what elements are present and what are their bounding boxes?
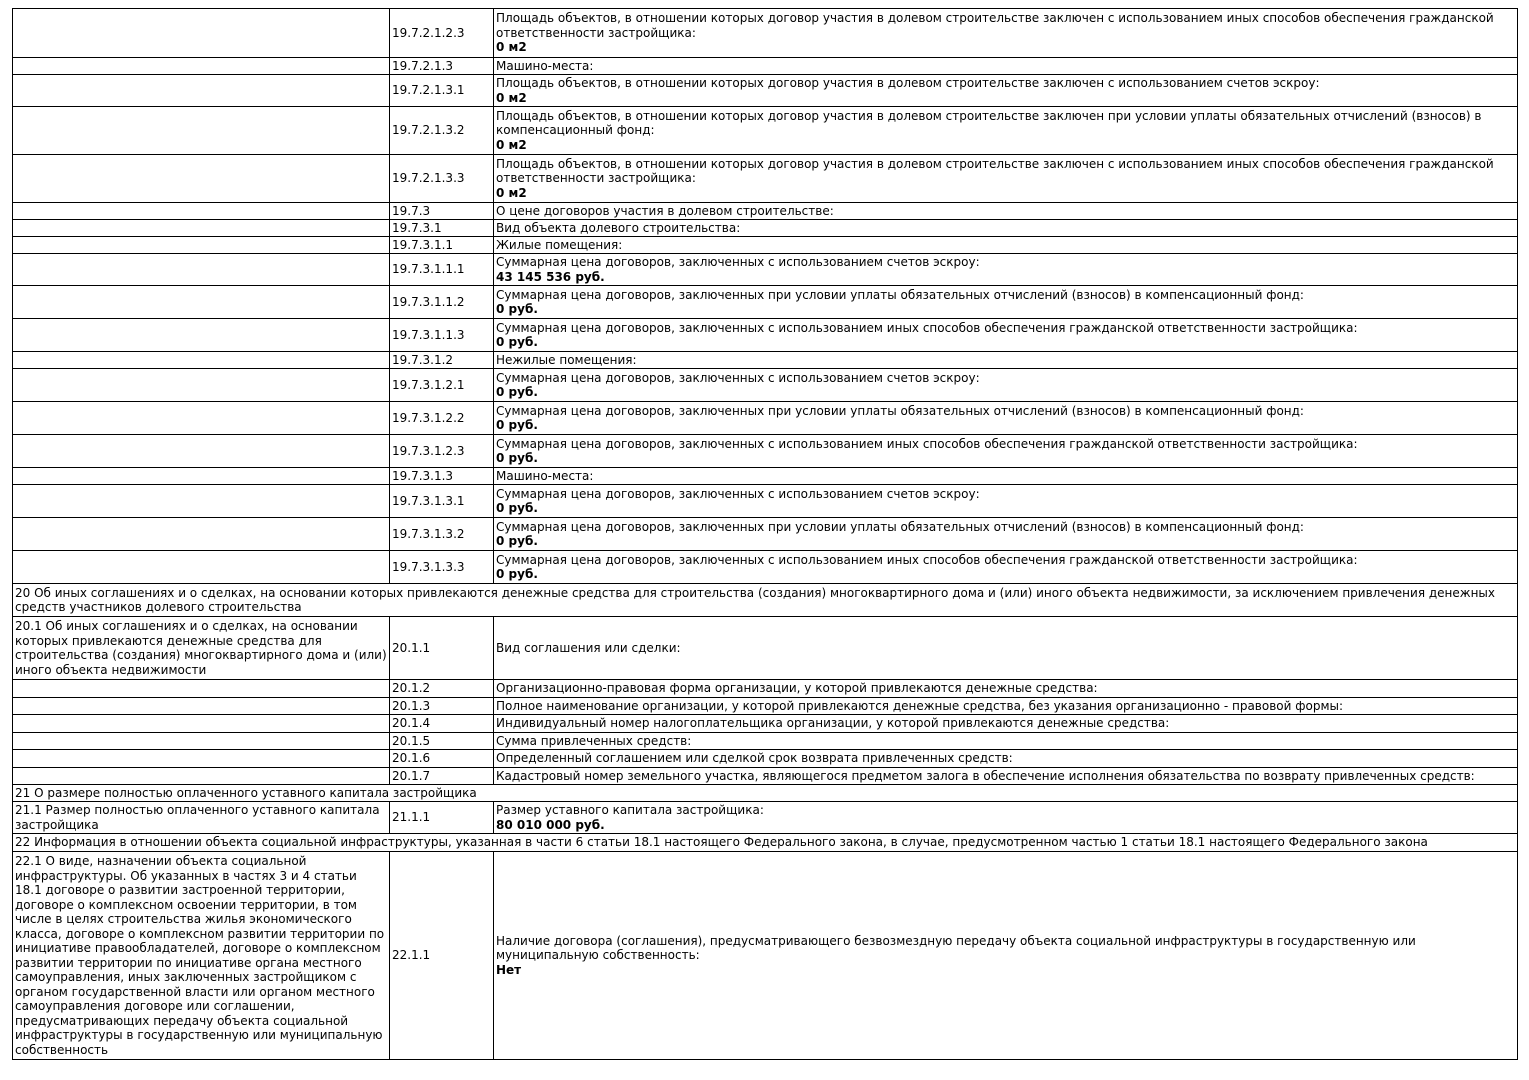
table-row: [13, 203, 1518, 220]
item-text: Вид соглашения или сделки:: [494, 617, 1518, 680]
item-code: 19.7.3: [390, 203, 494, 220]
item-value: 0 м2: [496, 137, 527, 152]
table-row: [13, 254, 1518, 286]
item-code: 19.7.3.1.3.3: [390, 551, 494, 584]
table-row: [13, 617, 1518, 680]
item-value: 0 руб.: [496, 567, 538, 581]
item-text: Полное наименование организации, у которой привлекаются денежные средства, без указания организационно - правовой формы:: [494, 698, 1518, 715]
item-text: О цене договоров участия в долевом строительстве:: [494, 203, 1518, 220]
item-description: [494, 551, 1518, 584]
item-text: Кадастровый номер земельного участка, являющегося предметом залога в обеспечение исполнения обязательства по возврату привлеченных средств:: [494, 768, 1518, 785]
empty-cell: [13, 203, 390, 220]
table-row: [13, 715, 1518, 733]
item-code: 20.1.6: [390, 750, 494, 768]
empty-cell: [13, 750, 390, 768]
item-description: [494, 485, 1518, 518]
empty-cell: [13, 518, 390, 551]
item-text: Наличие договора (соглашения), предусматривающего безвозмездную передачу объекта социальной инфраструктуры в государственную или муниципальную собственность:: [496, 933, 1416, 963]
item-value: 43 145 536 руб.: [496, 269, 605, 284]
item-text: Суммарная цена договоров, заключенных с использованием счетов эскроу:: [496, 486, 980, 501]
item-code: 19.7.3.1: [390, 220, 494, 237]
item-text: Суммарная цена договоров, заключенных при условии уплаты обязательных отчислений (взносов) в компенсационный фонд:: [496, 287, 1304, 302]
item-text: Суммарная цена договоров, заключенных с использованием счетов эскроу:: [496, 370, 980, 385]
empty-cell: [13, 485, 390, 518]
item-code: 20.1.3: [390, 698, 494, 715]
table-row: [13, 485, 1518, 518]
empty-cell: [13, 715, 390, 733]
item-code: 20.1.2: [390, 680, 494, 698]
table-row: [13, 852, 1518, 1060]
item-code: 19.7.3.1.1: [390, 237, 494, 254]
section-header-row: [13, 834, 1518, 852]
item-text: Суммарная цена договоров, заключенных с использованием иных способов обеспечения гражданской ответственности застройщика:: [496, 320, 1358, 335]
item-code: 19.7.3.1.2.2: [390, 402, 494, 435]
empty-cell: [13, 237, 390, 254]
item-text: Площадь объектов, в отношении которых договор участия в долевом строительстве заключен с использованием счетов эскроу:: [496, 76, 1320, 90]
table-row: [13, 286, 1518, 319]
empty-cell: [13, 107, 390, 155]
item-text: Организационно-правовая форма организации, у которой привлекаются денежные средства:: [494, 680, 1518, 698]
item-value: 0 руб.: [496, 302, 538, 316]
section-20-header: 20 Об иных соглашениях и о сделках, на основании которых привлекаются денежные средства для строительства (создания) многоквартирного дома и (или) иного объекта недвижимости, за исключением привлечения денежных средств участников долевого строительства: [13, 584, 1518, 617]
empty-cell: [13, 58, 390, 75]
item-text: Нежилые помещения:: [494, 352, 1518, 369]
table-row: [13, 551, 1518, 584]
table-row: [13, 107, 1518, 155]
table-row: [13, 319, 1518, 352]
item-code: 19.7.3.1.1.1: [390, 254, 494, 286]
item-text: Площадь объектов, в отношении которых договор участия в долевом строительстве заключен с использованием иных способов обеспечения гражданской ответственности застройщика:: [496, 11, 1494, 40]
table-row: [13, 9, 1518, 58]
item-value: Нет: [496, 962, 522, 977]
item-value: 80 010 000 руб.: [496, 817, 605, 832]
item-value: 0 м2: [496, 185, 527, 200]
item-value: 0 руб.: [496, 534, 538, 548]
empty-cell: [13, 435, 390, 468]
empty-cell: [13, 698, 390, 715]
item-value: 0 руб.: [496, 385, 538, 399]
section-header-row: [13, 785, 1518, 802]
empty-cell: [13, 733, 390, 750]
table-row: [13, 680, 1518, 698]
section-header-row: [13, 584, 1518, 617]
table-row: [13, 369, 1518, 402]
item-value: 0 руб.: [496, 451, 538, 465]
item-code: 19.7.3.1.3.2: [390, 518, 494, 551]
subsection-20-1-title: 20.1 Об иных соглашениях и о сделках, на основании которых привлекаются денежные средства для строительства (создания) многоквартирного дома и (или) иного объекта недвижимости: [13, 617, 390, 680]
item-text: Индивидуальный номер налогоплательщика организации, у которой привлекаются денежные средства:: [494, 715, 1518, 733]
section-21-header: 21 О размере полностью оплаченного уставного капитала застройщика: [13, 785, 1518, 802]
item-text: Жилые помещения:: [494, 237, 1518, 254]
item-text: Сумма привлеченных средств:: [494, 733, 1518, 750]
table-row: [13, 237, 1518, 254]
item-code: 19.7.3.1.2.1: [390, 369, 494, 402]
item-text: Площадь объектов, в отношении которых договор участия в долевом строительстве заключен с использованием иных способов обеспечения гражданской ответственности застройщика:: [496, 156, 1494, 186]
item-description: [494, 802, 1518, 834]
item-description: [494, 319, 1518, 352]
table-row: [13, 802, 1518, 834]
item-code: 20.1.4: [390, 715, 494, 733]
empty-cell: [13, 9, 390, 58]
item-code: 19.7.3.1.2.3: [390, 435, 494, 468]
table-row: [13, 698, 1518, 715]
item-text: Суммарная цена договоров, заключенных с использованием иных способов обеспечения гражданской ответственности застройщика:: [496, 552, 1358, 567]
item-code: 19.7.3.1.1.3: [390, 319, 494, 352]
item-code: 19.7.2.1.2.3: [390, 9, 494, 58]
item-code: 20.1.7: [390, 768, 494, 785]
item-code: 20.1.1: [390, 617, 494, 680]
item-description: [494, 435, 1518, 468]
empty-cell: [13, 352, 390, 369]
item-code: 20.1.5: [390, 733, 494, 750]
item-code: 19.7.3.1.3: [390, 468, 494, 485]
empty-cell: [13, 75, 390, 107]
item-code: 22.1.1: [390, 852, 494, 1060]
section-22-header: 22 Информация в отношении объекта социальной инфраструктуры, указанная в части 6 статьи 18.1 настоящего Федерального закона, в случае, предусмотренном частью 1 статьи 18.1 настоящего Федерального закона: [13, 834, 1518, 852]
empty-cell: [13, 468, 390, 485]
empty-cell: [13, 319, 390, 352]
item-text: Суммарная цена договоров, заключенных с использованием счетов эскроу:: [496, 255, 980, 269]
empty-cell: [13, 680, 390, 698]
item-code: 21.1.1: [390, 802, 494, 834]
table-row: [13, 435, 1518, 468]
item-description: [494, 155, 1518, 203]
item-value: 0 м2: [496, 90, 527, 105]
item-description: [494, 402, 1518, 435]
item-code: 19.7.2.1.3.1: [390, 75, 494, 107]
item-code: 19.7.2.1.3.3: [390, 155, 494, 203]
empty-cell: [13, 220, 390, 237]
disclosure-table: [12, 8, 1518, 1060]
item-text: Суммарная цена договоров, заключенных при условии уплаты обязательных отчислений (взносов) в компенсационный фонд:: [496, 519, 1304, 534]
item-description: [494, 852, 1518, 1060]
item-description: [494, 9, 1518, 58]
item-code: 19.7.3.1.1.2: [390, 286, 494, 319]
item-text: Суммарная цена договоров, заключенных при условии уплаты обязательных отчислений (взносов) в компенсационный фонд:: [496, 403, 1304, 418]
table-row: [13, 155, 1518, 203]
table-row: [13, 750, 1518, 768]
empty-cell: [13, 402, 390, 435]
empty-cell: [13, 551, 390, 584]
table-row: [13, 733, 1518, 750]
table-row: [13, 58, 1518, 75]
table-row: [13, 220, 1518, 237]
item-text: Вид объекта долевого строительства:: [494, 220, 1518, 237]
item-text: Машино-места:: [494, 58, 1518, 75]
table-row: [13, 75, 1518, 107]
item-description: [494, 107, 1518, 155]
table-row: [13, 768, 1518, 785]
item-text: Определенный соглашением или сделкой срок возврата привлеченных средств:: [494, 750, 1518, 768]
empty-cell: [13, 369, 390, 402]
table-row: [13, 402, 1518, 435]
item-description: [494, 254, 1518, 286]
empty-cell: [13, 286, 390, 319]
table-row: [13, 468, 1518, 485]
item-text: Площадь объектов, в отношении которых договор участия в долевом строительстве заключен при условии уплаты обязательных отчислений (взносов) в компенсационный фонд:: [496, 108, 1482, 138]
subsection-21-1-title: 21.1 Размер полностью оплаченного уставного капитала застройщика: [13, 802, 390, 834]
item-text: Машино-места:: [494, 468, 1518, 485]
table-row: [13, 518, 1518, 551]
item-code: 19.7.3.1.2: [390, 352, 494, 369]
table-row: [13, 352, 1518, 369]
empty-cell: [13, 254, 390, 286]
item-code: 19.7.2.1.3: [390, 58, 494, 75]
item-code: 19.7.2.1.3.2: [390, 107, 494, 155]
item-value: 0 руб.: [496, 501, 538, 515]
subsection-22-1-title: 22.1 О виде, назначении объекта социальной инфраструктуры. Об указанных в частях 3 и 4 статьи 18.1 договоре о развитии застроенной территории, договоре о комплексном освоении территории, в том числе в целях строительства жилья экономического класса, договоре о комплексном развитии территории по инициативе правообладателей, договоре о комплексном развитии территории по инициативе органа местного самоуправления, иных заключенных застройщиком с органом государственной власти или органом местного самоуправления договоре или соглашении, предусматривающих передачу объекта социальной инфраструктуры в государственную или муниципальную собственность: [13, 852, 390, 1060]
item-description: [494, 286, 1518, 319]
item-description: [494, 75, 1518, 107]
empty-cell: [13, 768, 390, 785]
item-description: [494, 518, 1518, 551]
item-code: 19.7.3.1.3.1: [390, 485, 494, 518]
item-text: Размер уставного капитала застройщика:: [496, 803, 764, 817]
item-value: 0 руб.: [496, 335, 538, 349]
item-text: Суммарная цена договоров, заключенных с использованием иных способов обеспечения гражданской ответственности застройщика:: [496, 436, 1358, 451]
empty-cell: [13, 155, 390, 203]
item-value: 0 м2: [496, 40, 527, 55]
item-value: 0 руб.: [496, 418, 538, 432]
item-description: [494, 369, 1518, 402]
